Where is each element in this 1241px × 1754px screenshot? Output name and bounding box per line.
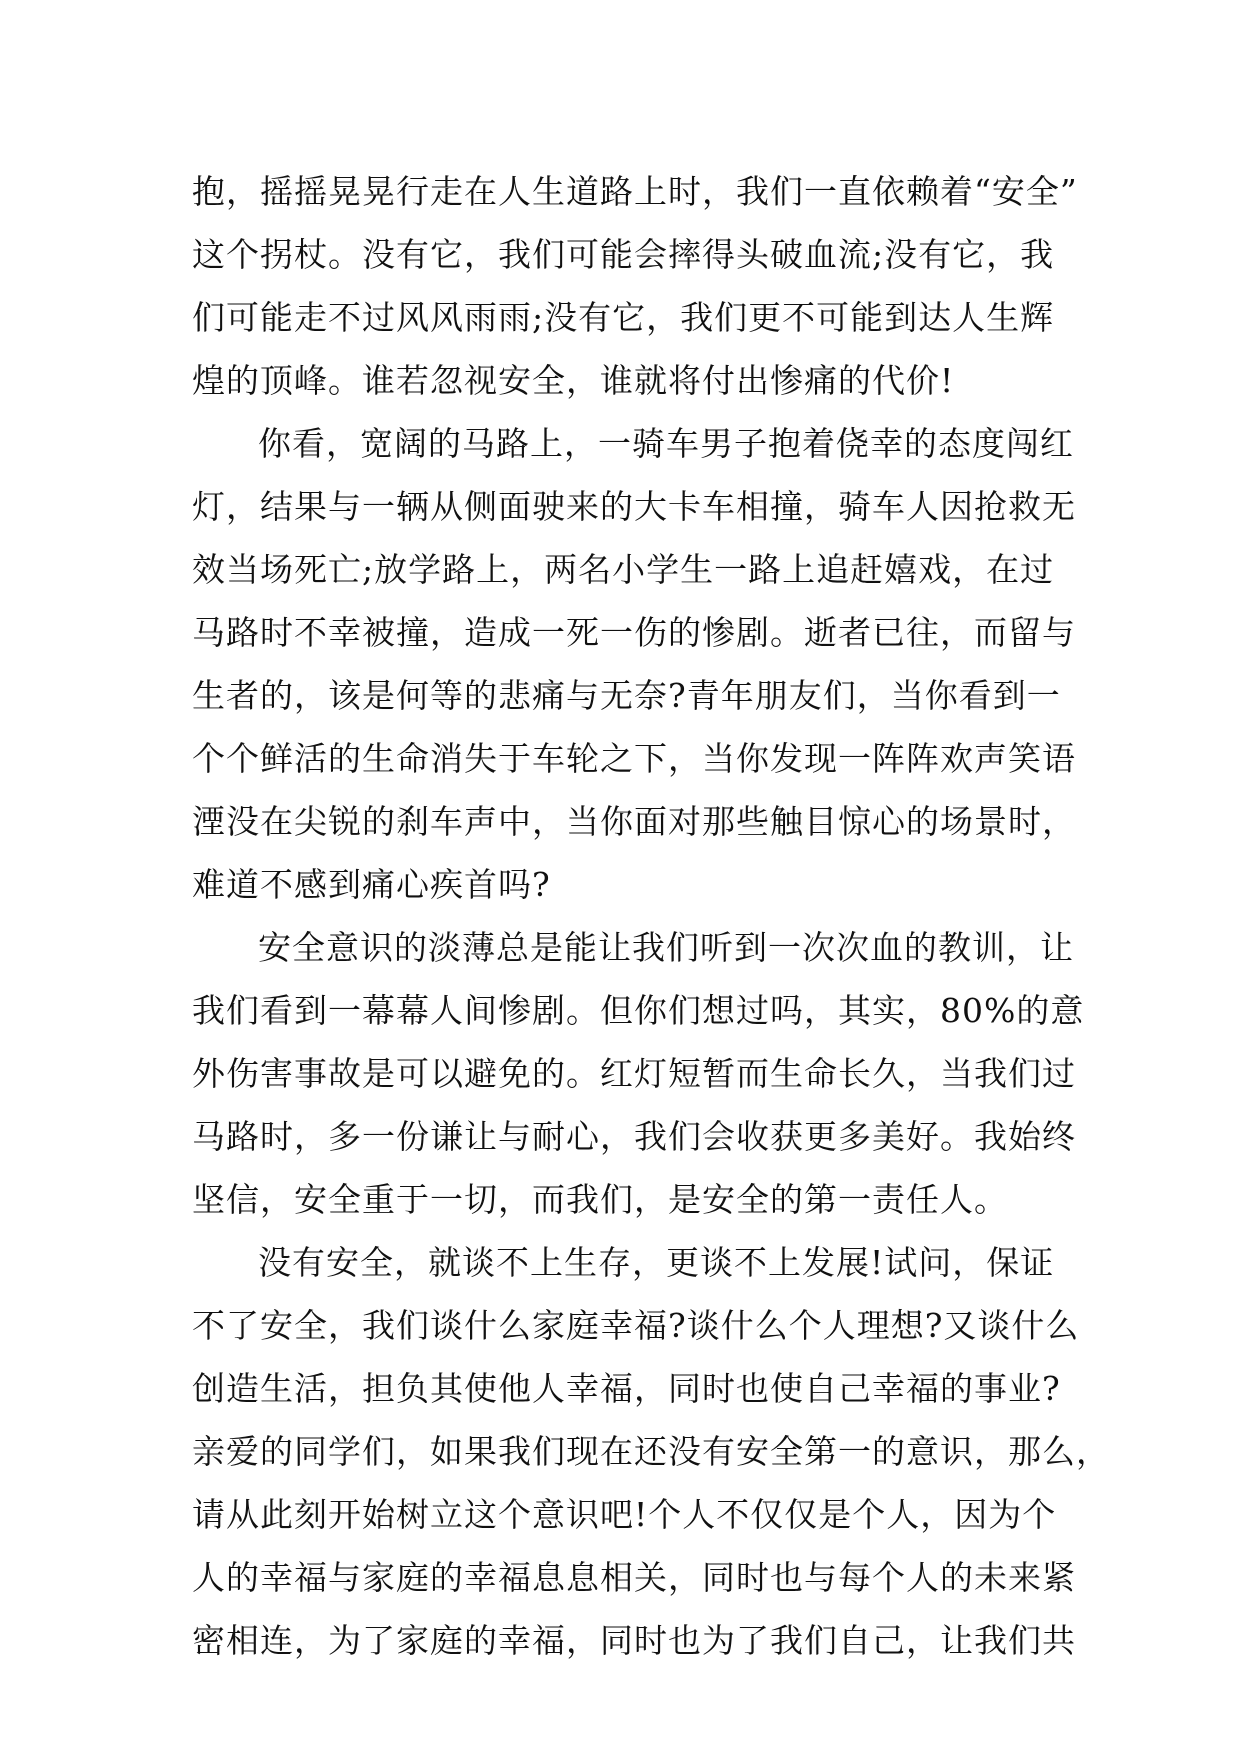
text-line: 创造生活，担负其使他人幸福，同时也使自己幸福的事业? <box>192 1369 1061 1408</box>
text-line: 煌的顶峰。谁若忽视安全，谁就将付出惨痛的代价! <box>192 361 955 400</box>
text-line: 难道不感到痛心疾首吗? <box>192 865 551 904</box>
text-line: 效当场死亡;放学路上，两名小学生一路上追赶嬉戏，在过 <box>192 550 1055 589</box>
text-line: 们可能走不过风风雨雨;没有它，我们更不可能到达人生辉 <box>192 298 1055 337</box>
text-line: 马路时不幸被撞，造成一死一伤的惨剧。逝者已往，而留与 <box>192 613 1076 652</box>
text-line: 湮没在尖锐的刹车声中，当你面对那些触目惊心的场景时， <box>192 802 1076 841</box>
text-line: 我们看到一幕幕人间惨剧。但你们想过吗，其实，80%的意 <box>192 991 1085 1030</box>
text-line: 亲爱的同学们，如果我们现在还没有安全第一的意识，那么， <box>192 1432 1110 1471</box>
text-line: 抱，摇摇晃晃行走在人生道路上时，我们一直依赖着“安全” <box>192 172 1078 211</box>
text-line: 请从此刻开始树立这个意识吧!个人不仅仅是个人，因为个 <box>192 1495 1057 1534</box>
text-line: 坚信，安全重于一切，而我们，是安全的第一责任人。 <box>192 1180 1008 1219</box>
text-line: 密相连，为了家庭的幸福，同时也为了我们自己，让我们共 <box>192 1621 1076 1660</box>
paragraph-first-line: 你看，宽阔的马路上，一骑车男子抱着侥幸的态度闯红 <box>258 424 1074 463</box>
paragraph-first-line: 没有安全，就谈不上生存，更谈不上发展!试问，保证 <box>258 1243 1055 1282</box>
text-line: 人的幸福与家庭的幸福息息相关，同时也与每个人的未来紧 <box>192 1558 1076 1597</box>
paragraph-first-line: 安全意识的淡薄总是能让我们听到一次次血的教训，让 <box>258 928 1074 967</box>
text-line: 灯，结果与一辆从侧面驶来的大卡车相撞，骑车人因抢救无 <box>192 487 1076 526</box>
text-line: 不了安全，我们谈什么家庭幸福?谈什么个人理想?又谈什么 <box>192 1306 1080 1345</box>
text-line: 这个拐杖。没有它，我们可能会摔得头破血流;没有它，我 <box>192 235 1055 274</box>
text-line: 生者的，该是何等的悲痛与无奈?青年朋友们，当你看到一 <box>192 676 1061 715</box>
text-line: 外伤害事故是可以避免的。红灯短暂而生命长久，当我们过 <box>192 1054 1076 1093</box>
document-body <box>192 160 1110 1672</box>
text-line: 马路时，多一份谦让与耐心，我们会收获更多美好。我始终 <box>192 1117 1076 1156</box>
text-line: 个个鲜活的生命消失于车轮之下，当你发现一阵阵欢声笑语 <box>192 739 1076 778</box>
